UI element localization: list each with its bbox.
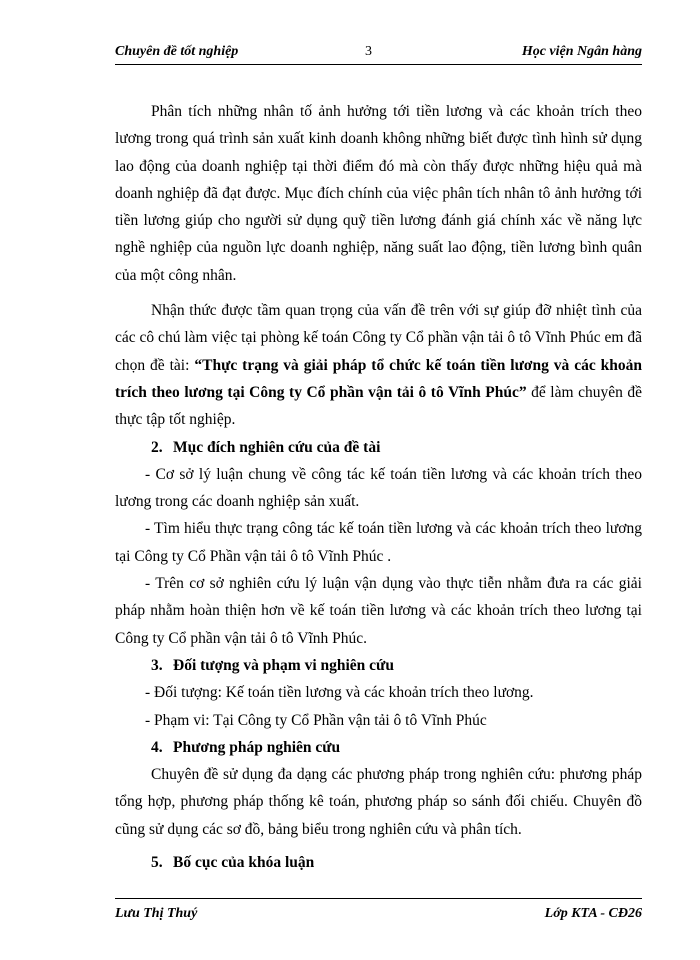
topic-title: “Thực trạng và giải pháp tổ chức kế toán tiền lương và các khoản trích theo lương tại Công ty Cổ phần vận tải ô tô Vĩnh Phúc” xyxy=(115,356,642,401)
topic-intro-text: Nhận thức được tầm quan trọng của vấn đề trên với sự giúp đỡ nhiệt tình của các cô chú làm việc tại phòng kế toán Công ty Cổ phần vận tải ô tô Vĩnh Phúc em đã chọn đề tài: xyxy=(115,302,642,374)
section-heading-scope xyxy=(115,652,642,679)
paragraph-analysis: Phân tích những nhân tố ảnh hưởng tới tiền lương và các khoản trích theo lương trong quá trình sản xuất kinh doanh không những biết được tình hình sử dụng lao động của doanh nghiệp tại thời điểm đó mà còn thấy được những hiệu quả mà doanh nghiệp đã đạt được. Mục đích chính của việc phân tích nhân tô ảnh hưởng tới tiền lương giúp cho người sử dụng quỹ tiền lương đánh giá chính xác về năng lực nghề nghiệp của nguồn lực doanh nghiệp, năng suất lao động, tiền lương bình quân của một công nhân. xyxy=(115,103,642,284)
header-institution: Học viện Ngân hàng xyxy=(521,44,642,59)
list-item: - Phạm vi: Tại Công ty Cổ Phần vận tải ô tô Vĩnh Phúc xyxy=(145,711,487,729)
section-number: 5. xyxy=(151,854,163,872)
list-item: - Tìm hiểu thực trạng công tác kế toán tiền lương và các khoản trích theo lương tại Công ty Cổ Phần vận tải ô tô Vĩnh Phúc . xyxy=(115,520,642,565)
topic-outro-text: để làm chuyên đề thực tập tốt nghiệp. xyxy=(115,383,642,429)
section-number: 4. xyxy=(151,738,163,756)
footer-class: Lớp KTA - CĐ26 xyxy=(544,906,642,921)
section-heading-purpose xyxy=(115,434,642,461)
list-item: - Cơ sở lý luận chung về công tác kế toán tiền lương và các khoản trích theo lương trong các doanh nghiệp sản xuất. xyxy=(115,465,642,511)
page-body xyxy=(115,98,642,876)
section-number: 2. xyxy=(151,438,163,456)
section-heading-structure xyxy=(115,849,642,876)
section-number: 3. xyxy=(151,656,163,674)
section-title: Mục đích nghiên cứu của đề tài xyxy=(173,438,381,456)
page-number: 3 xyxy=(365,44,372,59)
list-item: - Trên cơ sở nghiên cứu lý luận vận dụng vào thực tiễn nhằm đưa ra các giải pháp nhằm hoàn thiện hơn về kế toán tiền lương và các khoản trích theo lương tại Công ty Cổ phần vận tải ô tô Vĩnh Phúc. xyxy=(115,575,642,647)
section-title: Bố cục của khóa luận xyxy=(173,854,315,872)
section-heading-methods xyxy=(115,734,642,761)
page-footer xyxy=(115,898,642,923)
header-document-type: Chuyên đề tốt nghiệp xyxy=(115,44,239,59)
section-title: Đối tượng và phạm vi nghiên cứu xyxy=(173,656,394,674)
list-item: - Đối tượng: Kế toán tiền lương và các khoản trích theo lương. xyxy=(145,684,534,702)
paragraph-methods: Chuyên đề sử dụng đa dạng các phương pháp trong nghiên cứu: phương pháp tổng hợp, phương pháp thống kê toán, phương pháp so sánh đối chiếu. Chuyên đồ cũng sử dụng các sơ đồ, bảng biểu trong nghiên cứu và phân tích. xyxy=(115,766,642,838)
page-header xyxy=(115,44,642,65)
paragraph-topic-selection xyxy=(115,297,642,433)
section-title: Phương pháp nghiên cứu xyxy=(173,738,341,756)
footer-author: Lưu Thị Thuý xyxy=(115,906,198,921)
